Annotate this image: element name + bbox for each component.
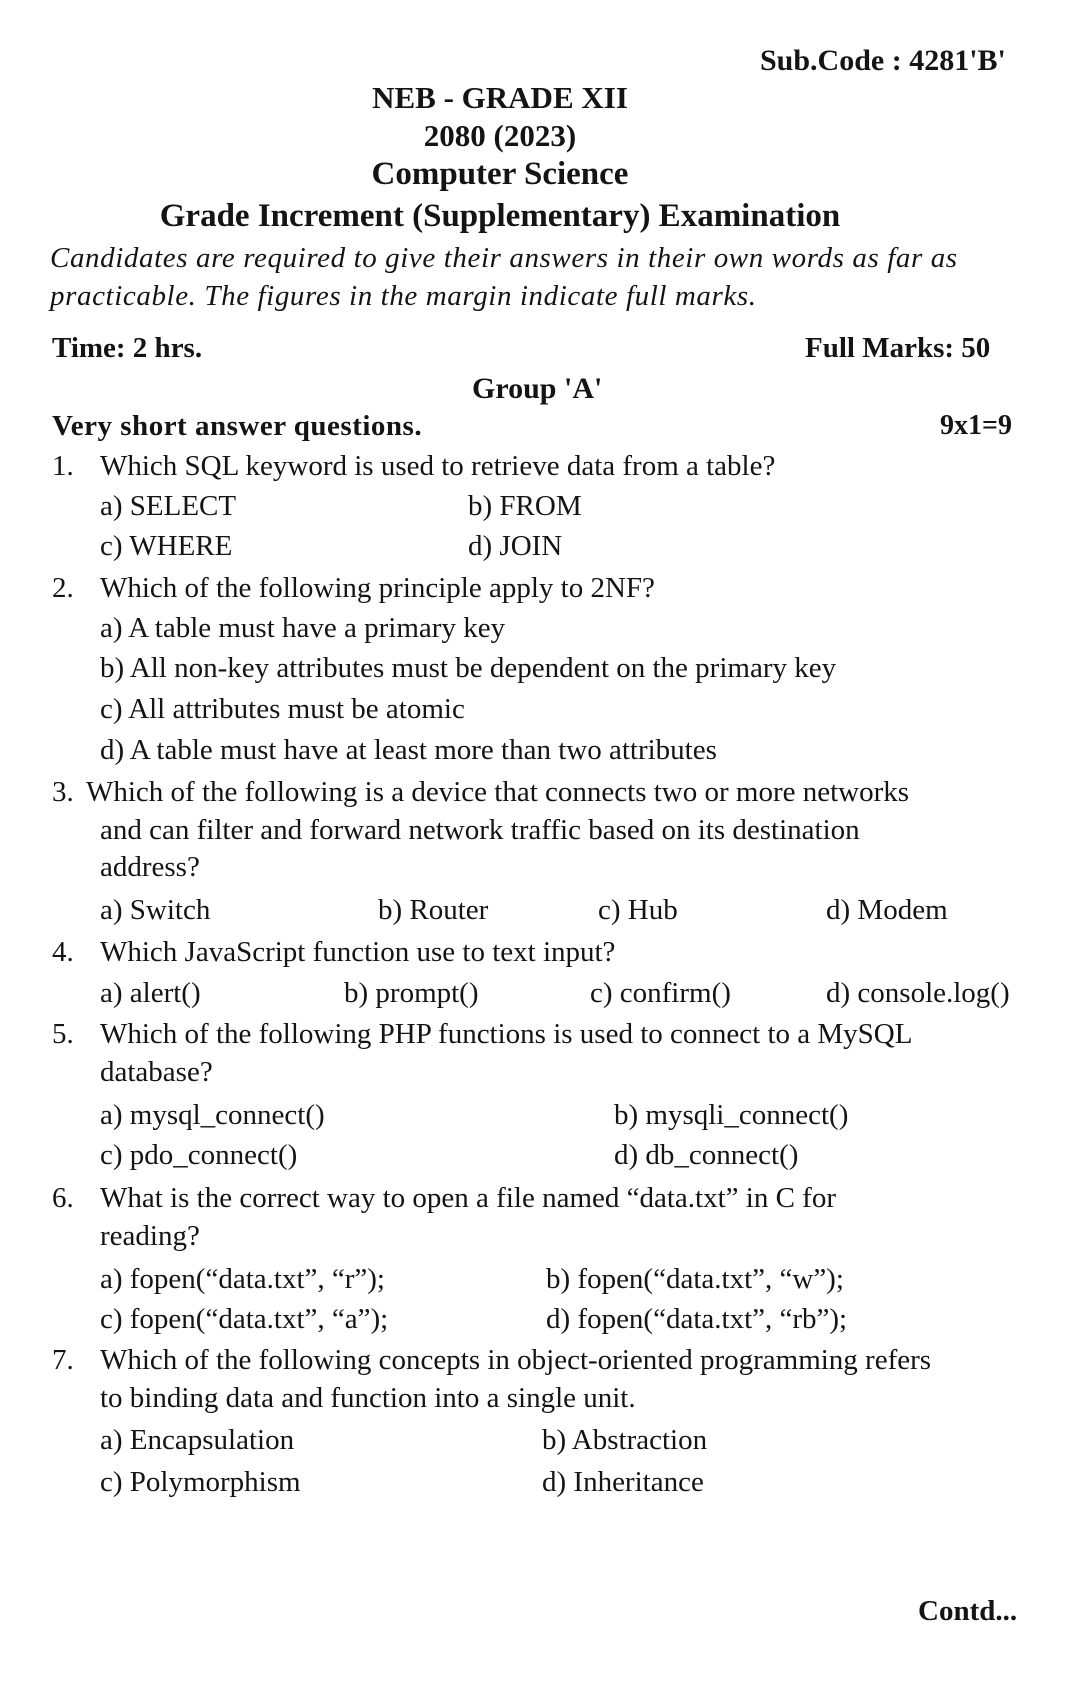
option-b: b) All non-key attributes must be dependent on the primary key xyxy=(100,652,837,684)
question-text: database? xyxy=(100,1056,213,1088)
subject-code: Sub.Code : 4281'B' xyxy=(760,44,1006,77)
question-text: Which of the following principle apply to 2NF? xyxy=(100,572,655,604)
continued-label: Contd... xyxy=(918,1595,1018,1627)
option-b: b) mysqli_connect() xyxy=(614,1099,849,1131)
exam-board: NEB - GRADE XII xyxy=(372,80,628,115)
section-marks: 9x1=9 xyxy=(940,410,1012,441)
option-d: d) JOIN xyxy=(468,530,563,562)
option-b: b) Abstraction xyxy=(542,1424,708,1456)
question-text: Which of the following PHP functions is used to connect to a MySQL xyxy=(100,1018,913,1050)
option-a: a) mysql_connect() xyxy=(100,1099,325,1131)
option-a: a) SELECT xyxy=(100,490,237,522)
option-c: c) pdo_connect() xyxy=(100,1139,298,1171)
question-text: Which of the following concepts in object-oriented programming refers xyxy=(100,1344,932,1376)
option-d: d) fopen(“data.txt”, “rb”); xyxy=(546,1303,848,1335)
option-c: c) Hub xyxy=(598,894,678,926)
option-b: b) Router xyxy=(378,894,489,926)
option-a: a) alert() xyxy=(100,977,201,1009)
group-title: Group 'A' xyxy=(472,372,603,405)
section-title: Very short answer questions. xyxy=(52,410,423,442)
exam-time: Time: 2 hrs. xyxy=(52,332,203,364)
option-d: d) Modem xyxy=(826,894,948,926)
option-c: c) confirm() xyxy=(590,977,731,1009)
instructions-line-1: Candidates are required to give their answers in their own words as far as xyxy=(50,242,958,274)
full-marks: Full Marks: 50 xyxy=(805,332,991,364)
question-number: 1. xyxy=(52,450,74,482)
question-number: 5. xyxy=(52,1018,74,1050)
question-number: 2. xyxy=(52,572,74,604)
question-text: Which of the following is a device that connects two or more networks xyxy=(86,776,910,808)
option-b: b) prompt() xyxy=(344,977,479,1009)
option-d: d) Inheritance xyxy=(542,1466,704,1498)
option-c: c) WHERE xyxy=(100,530,233,562)
option-a: a) Switch xyxy=(100,894,211,926)
option-c: c) All attributes must be atomic xyxy=(100,693,465,725)
option-d: d) db_connect() xyxy=(614,1139,799,1171)
question-number: 7. xyxy=(52,1344,74,1376)
question-text: Which SQL keyword is used to retrieve data from a table? xyxy=(100,450,776,482)
instructions-line-2: practicable. The figures in the margin indicate full marks. xyxy=(50,280,757,312)
option-b: b) fopen(“data.txt”, “w”); xyxy=(546,1263,844,1295)
option-b: b) FROM xyxy=(468,490,582,522)
exam-year: 2080 (2023) xyxy=(423,118,577,153)
option-a: a) Encapsulation xyxy=(100,1424,295,1456)
question-number: 4. xyxy=(52,936,74,968)
option-d: d) A table must have at least more than two attributes xyxy=(100,734,717,766)
option-d: d) console.log() xyxy=(826,977,1010,1009)
subject-title: Computer Science xyxy=(371,156,629,192)
exam-title: Grade Increment (Supplementary) Examination xyxy=(159,198,841,234)
question-text: address? xyxy=(100,851,200,883)
question-text: to binding data and function into a single unit. xyxy=(100,1382,636,1414)
question-text: What is the correct way to open a file named “data.txt” in C for xyxy=(100,1182,836,1214)
option-c: c) fopen(“data.txt”, “a”); xyxy=(100,1303,389,1335)
question-number: 3. xyxy=(52,776,74,808)
option-a: a) fopen(“data.txt”, “r”); xyxy=(100,1263,385,1295)
option-c: c) Polymorphism xyxy=(100,1466,301,1498)
option-a: a) A table must have a primary key xyxy=(100,612,506,644)
question-text: Which JavaScript function use to text input? xyxy=(100,936,616,968)
question-text: and can filter and forward network traffic based on its destination xyxy=(100,814,860,846)
question-number: 6. xyxy=(52,1182,74,1214)
question-text: reading? xyxy=(100,1220,200,1252)
